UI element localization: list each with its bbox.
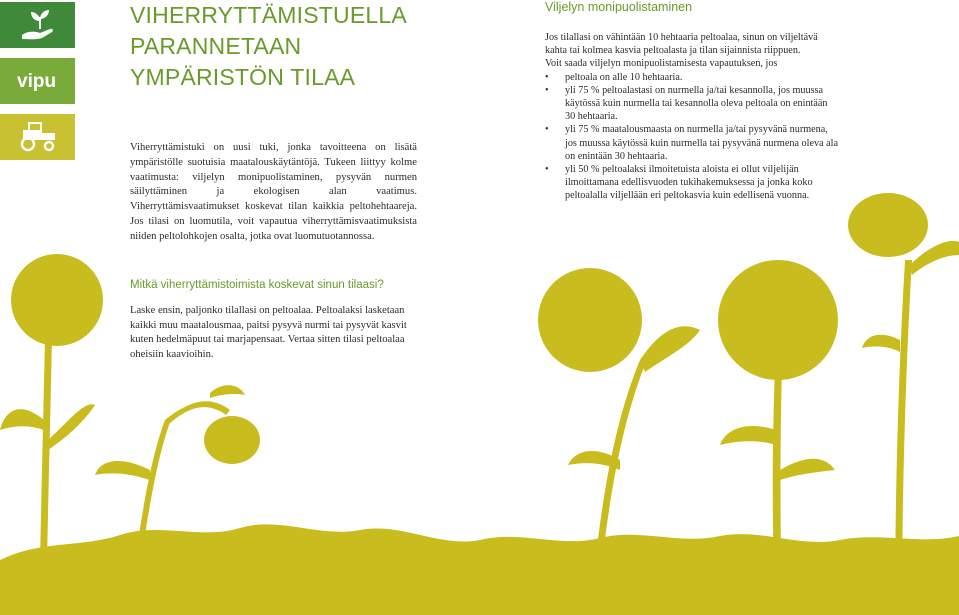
sunflower-head <box>11 254 103 346</box>
sunflower-head <box>204 416 260 464</box>
exemption-list <box>545 71 840 203</box>
page-title: VIHERRYTTÄMISTUELLA PARANNETAAN YMPÄRISTÖN TILAA <box>130 2 406 90</box>
list-item: • peltoala on alle 10 hehtaaria. <box>545 71 840 84</box>
section-title: Viljelyn monipuolistaminen <box>545 0 693 14</box>
sunflower-head <box>718 260 838 380</box>
section-body <box>545 31 840 203</box>
vipu-logo <box>0 58 75 104</box>
tractor-icon <box>0 114 75 160</box>
intro-paragraph: Viherryttämistuki on uusi tuki, jonka tavoitteena on lisätä ympäristölle suotuisia maatalouskäytäntöjä. Tukeen liittyy kolme vaatimusta: viljelyn monipuolistaminen, pysyvän nurmen säilyttäminen ja ekologisen alan vaatimus. Viherryttämisvaatimukset koskevat tilan kaikkia peltohehtaareja. Jos tilasi on luomutila, voit vapautua viherryttämisvaatimuksista niiden peltolohkojen osalta, jotka ovat luomutuotannossa. <box>130 142 417 242</box>
instructions-paragraph: Laske ensin, paljonko tilallasi on peltoalaa. Peltoalaksi lasketaan kaikki muu maatalousmaa, paitsi pysyvä nurmi tai pysyvät kasvit kuten hedelmäpuut tai marjapensaat. Vertaa sitten tilasi peltoalaa oheisiin kaavioihin. <box>130 305 407 360</box>
section-paragraph: Voit saada viljelyn monipuolistamisesta vapautuksen, jos <box>545 58 778 70</box>
list-item: • yli 75 % peltoalastasi on nurmella ja/tai kesannolla, jos muussa käytössä kuin nurmella tai kesannolla oleva peltoala on enintään 30 hehtaaria. <box>545 84 840 124</box>
sunflower-head <box>538 268 642 372</box>
question-heading: Mitkä viherryttämistoimista koskevat sinun tilaasi? <box>130 279 384 291</box>
section-paragraph: Jos tilallasi on vähintään 10 hehtaaria peltoalaa, sinun on viljeltävä kahta tai kolmea kasvia peltoalasta ja tilan sijainnista riippuen. <box>545 32 818 57</box>
svg-text:vipu: vipu <box>16 71 56 92</box>
hand-plant-icon <box>0 2 75 48</box>
list-item: • yli 75 % maatalousmaasta on nurmella ja/tai pysyvänä nurmena, jos muussa käytössä kuin nurmella tai pysyvänä nurmena oleva ala on enintään 30 hehtaaria. <box>545 123 840 163</box>
grass-ground <box>0 524 959 615</box>
sunflower-head <box>848 193 928 257</box>
list-item: • yli 50 % peltoalaksi ilmoitetuista aloista ei ollut viljelijän ilmoittamana edellisvuoden tukihakemuksessa ja jonka koko peltoalalla viljellään eri peltokasvia kuin edellisenä vuonna. <box>545 163 840 203</box>
